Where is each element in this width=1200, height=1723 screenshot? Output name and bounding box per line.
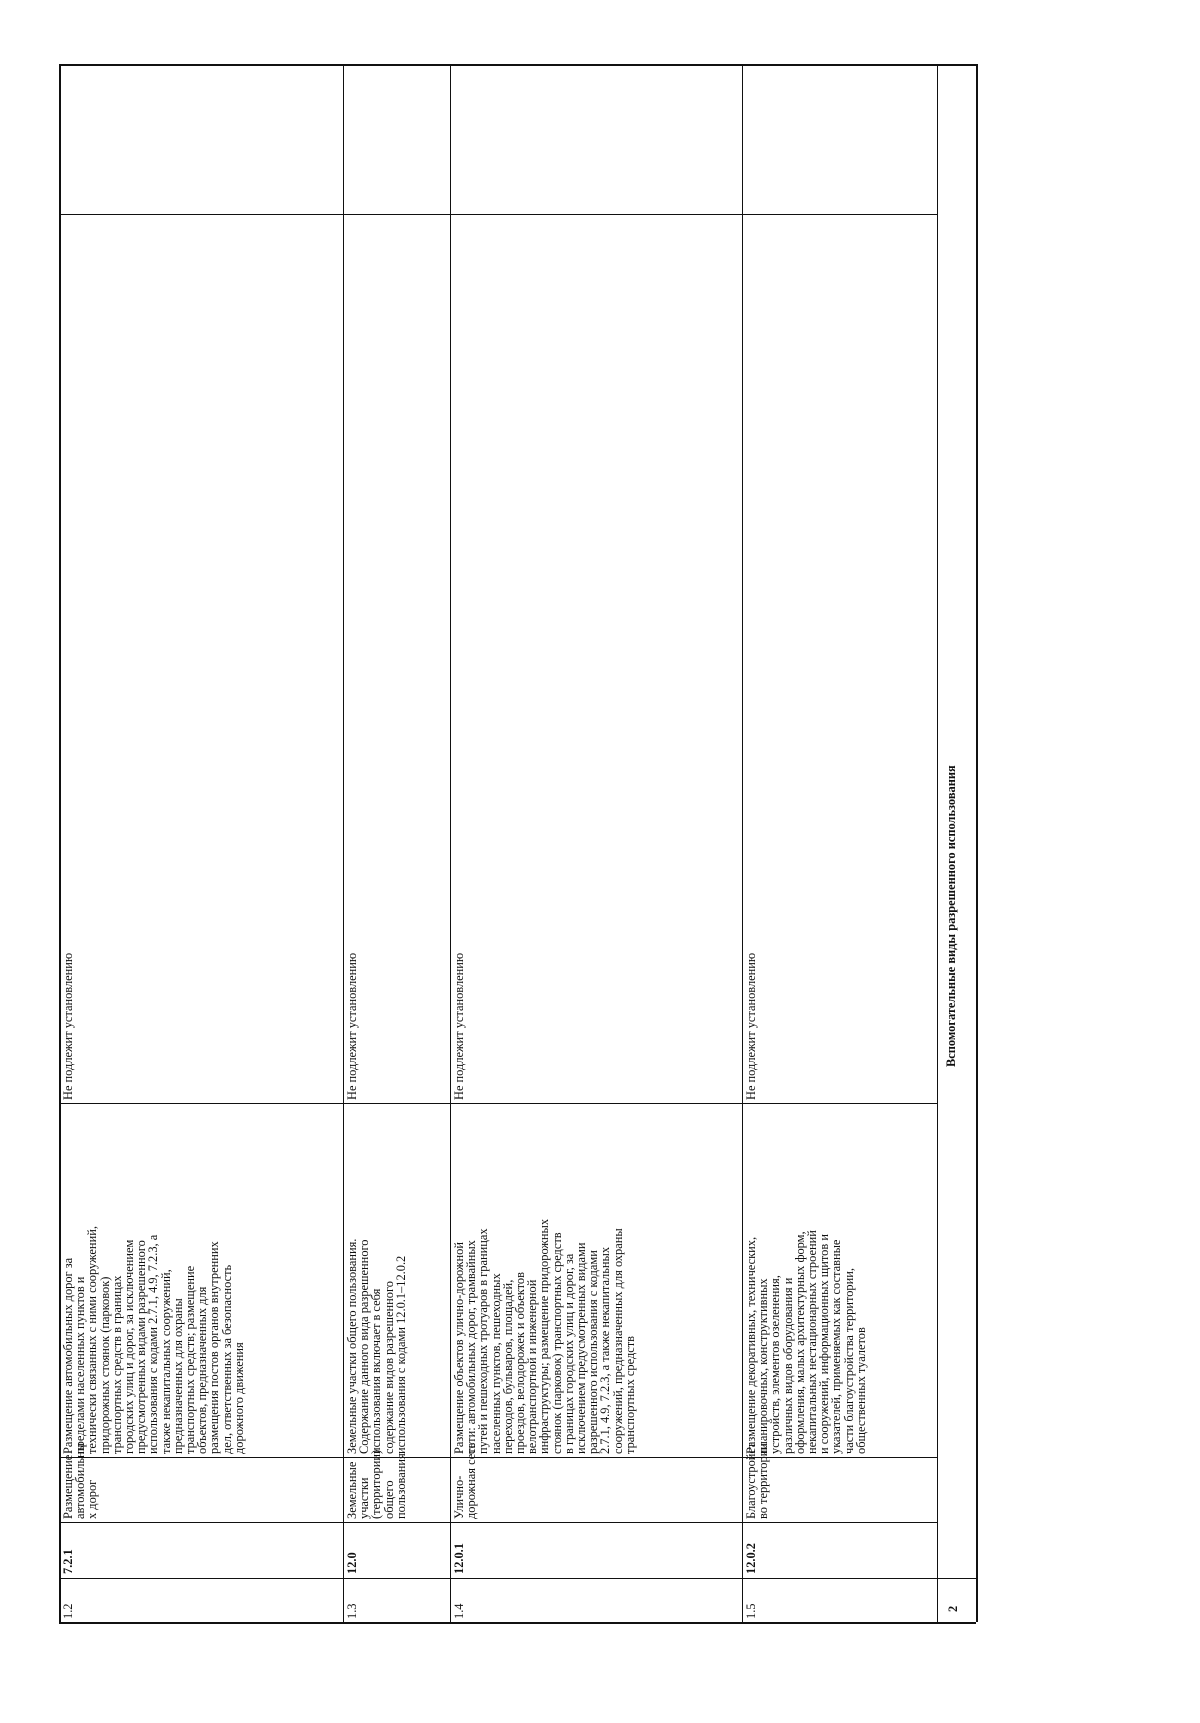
row-description-line: проездов, велодорожек и объектов — [513, 1272, 527, 1454]
row-description-line: также некапитальных сооружений, — [158, 1269, 173, 1454]
row-description-line: некапитальных нестационарных строений — [805, 1230, 819, 1454]
row-description-line: планировочных, конструктивных — [756, 1278, 771, 1454]
row-name-line: Размещение — [61, 1454, 75, 1519]
column-divider — [937, 1578, 976, 1579]
row-description-line: дел, ответственных за безопасность — [219, 1264, 234, 1454]
table-border-top — [59, 64, 976, 66]
section-number: 2 — [946, 1605, 960, 1612]
row-description-line: велотранспортной и инженерной — [525, 1279, 540, 1454]
row-name-line: участки — [357, 1477, 372, 1519]
row-parameters: Не подлежит установлению — [345, 952, 359, 1100]
row-description-line: Размещение объектов улично-дорожной — [452, 1242, 466, 1454]
row-divider — [450, 64, 451, 1622]
row-name-line: пользования — [393, 1453, 408, 1519]
row-description-line: оформления, малых архитектурных форм, — [792, 1231, 807, 1454]
row-description-line: общественных туалетов — [853, 1327, 868, 1454]
row-name-line: Земельные — [345, 1461, 359, 1519]
row-code: 7.2.1 — [61, 1549, 75, 1574]
row-description-line: объектов, предназначенных для — [195, 1286, 210, 1454]
row-code: 12.0.1 — [452, 1543, 466, 1574]
row-description-line: и сооружений, информационных щитов и — [817, 1234, 832, 1454]
column-divider — [59, 1103, 937, 1104]
table-border-right — [976, 64, 978, 1622]
row-name-line: (территории) — [369, 1449, 384, 1519]
row-description-line: предусмотренных видами разрешенного — [134, 1240, 149, 1454]
column-divider — [59, 1522, 937, 1523]
row-name-line: во территории — [756, 1443, 771, 1519]
row-description-line: Размещение декоративных, технических, — [744, 1236, 758, 1454]
row-parameters: Не подлежит установлению — [61, 952, 75, 1100]
row-description-line: переходов, бульваров, площадей, — [500, 1279, 515, 1454]
row-code: 12.0.2 — [744, 1543, 758, 1574]
row-description-line: различных видов оборудования и — [780, 1277, 795, 1454]
row-number: 1.3 — [345, 1603, 359, 1619]
row-name-line: Благоустройст — [744, 1442, 758, 1519]
row-description-line: 2.7.1, 4.9, 7.2.3, а также некапитальных — [598, 1246, 613, 1454]
row-description-line: сооружений, предназначенных для охраны — [610, 1228, 625, 1454]
row-description-line: Земельные участки общего пользования. — [345, 1238, 359, 1454]
row-name-line: автомобильны — [73, 1442, 88, 1519]
row-description-line: предназначенных для охраны — [170, 1298, 185, 1454]
row-description-line: сети: автомобильных дорог, трамвайных — [464, 1240, 479, 1454]
row-code: 12.0 — [345, 1552, 359, 1574]
row-name-line: х дорог — [85, 1479, 100, 1519]
column-divider — [59, 214, 937, 215]
row-description-line: придорожных стоянок (парковок) — [97, 1276, 112, 1454]
row-description-line: путей и пешеходных тротуаров в границах — [476, 1228, 491, 1454]
row-description-line: указателей, применяемых как составные — [829, 1239, 844, 1454]
table-border-bottom — [59, 1622, 976, 1624]
row-description-line: части благоустройства территории, — [841, 1268, 856, 1454]
row-name-line: дорожная сеть — [464, 1442, 479, 1519]
row-number: 1.4 — [452, 1603, 466, 1619]
row-description-line: содержание видов разрешенного — [381, 1281, 396, 1454]
row-description-line: населенных пунктов, пешеходных — [488, 1273, 503, 1454]
row-description-line: дорожного движения — [231, 1342, 246, 1454]
row-description-line: в границах городских улиц и дорог, за — [561, 1253, 576, 1454]
section-title: Вспомогательные виды разрешенного использования — [944, 765, 958, 1067]
row-description-line: использования включает в себя — [369, 1288, 384, 1454]
row-parameters: Не подлежит установлению — [744, 952, 758, 1100]
row-divider — [742, 64, 743, 1622]
row-description-line: исключением предусмотренных видами — [574, 1242, 588, 1454]
row-description-line: пределами населенных пунктов и — [73, 1276, 88, 1454]
row-description-line: городских улиц и дорог, за исключением — [122, 1239, 136, 1454]
row-divider — [343, 64, 344, 1622]
row-description-line: технически связанных с ними сооружений, — [85, 1226, 100, 1454]
row-description-line: использования с кодами 2.7.1, 4.9, 7.2.3, а — [146, 1234, 161, 1454]
row-description-line: разрешенного использования с кодами — [586, 1250, 601, 1454]
row-description-line: Размещение автомобильных дорог за — [61, 1257, 75, 1454]
row-name-line: общего — [381, 1480, 396, 1519]
row-number: 1.5 — [744, 1603, 758, 1619]
row-description-line: устройств, элементов озеленения, — [768, 1275, 783, 1454]
column-divider — [59, 1578, 937, 1579]
row-description-line: транспортных средств; размещение — [183, 1265, 197, 1454]
row-description-line: транспортных средств в границах — [109, 1275, 124, 1454]
row-parameters: Не подлежит установлению — [452, 952, 466, 1100]
row-description-line: Содержание данного вида разрешенного — [357, 1239, 372, 1454]
row-divider — [937, 64, 938, 1622]
row-description-line: инфраструктуры; размещение придорожных — [537, 1218, 552, 1454]
column-divider — [59, 1457, 937, 1458]
row-name-line: Улично- — [452, 1475, 466, 1519]
row-description-line: использования с кодами 12.0.1–12.0.2 — [393, 1255, 408, 1454]
row-description-line: размещения постов органов внутренних — [207, 1241, 222, 1454]
row-description-line: транспортных средств — [622, 1335, 637, 1454]
row-description-line: стоянок (парковок) транспортных средств — [549, 1232, 564, 1454]
row-number: 1.2 — [61, 1603, 75, 1619]
